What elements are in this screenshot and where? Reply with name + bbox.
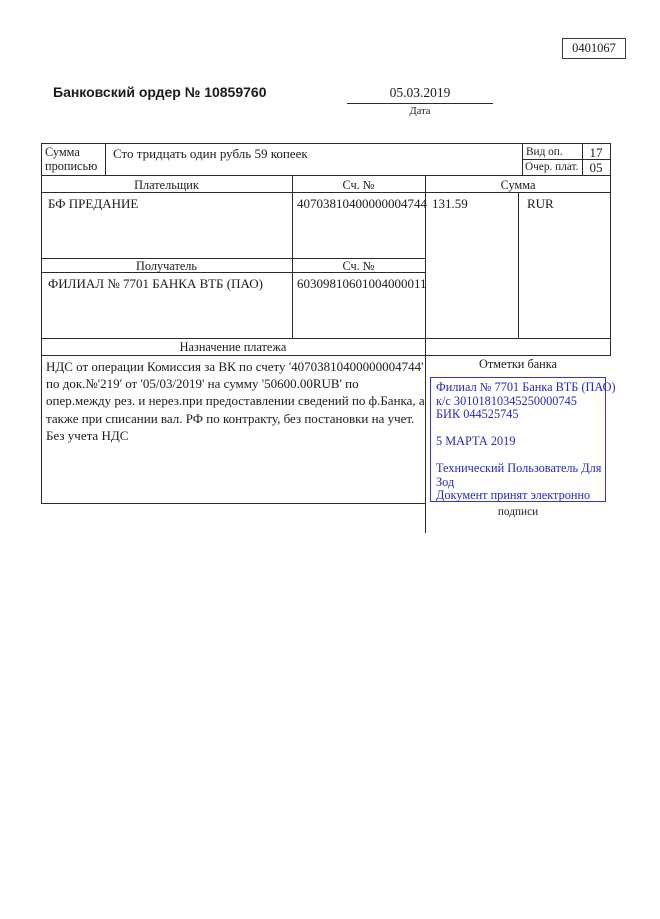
document-title: Банковский ордер № 10859760 — [53, 84, 267, 100]
table-border — [41, 355, 611, 356]
payer-name: БФ ПРЕДАНИЕ — [48, 196, 139, 211]
table-border — [425, 175, 426, 533]
stamp-line — [436, 449, 600, 463]
table-border — [518, 192, 519, 338]
payee-name: ФИЛИАЛ № 7701 БАНКА ВТБ (ПАО) — [48, 276, 263, 291]
stamp-line — [436, 422, 600, 436]
date-label: Дата — [409, 106, 431, 117]
table-border — [41, 503, 425, 504]
op-type-value: 17 — [589, 145, 603, 160]
op-type-label: Вид оп. — [526, 146, 563, 158]
table-border — [105, 143, 106, 175]
currency-value: RUR — [527, 196, 554, 211]
table-border — [610, 143, 611, 355]
table-border — [41, 338, 611, 339]
stamp-line: БИК 044525745 — [436, 407, 519, 421]
table-border — [41, 192, 611, 193]
amount-words-value: Сто тридцать один рубль 59 копеек — [113, 146, 308, 161]
purpose-line: по док.№'219' от '05/03/2019' на сумму '50600.00RUB' по — [46, 376, 359, 392]
amount-header: Сумма — [500, 178, 536, 192]
table-border — [41, 143, 42, 503]
table-border — [41, 143, 611, 144]
date-block — [347, 85, 493, 117]
payee-account-header: Сч. № — [342, 259, 375, 273]
purpose-text — [46, 358, 424, 444]
table-border — [292, 175, 293, 338]
purpose-line: опер.между рез. и нерез.при предоставлении сведений по ф.Банка, а — [46, 393, 425, 409]
date-value: 05.03.2019 — [347, 85, 493, 104]
bank-stamp — [430, 377, 616, 502]
table-border — [522, 143, 523, 175]
bank-marks-header: Отметки банка — [478, 357, 558, 371]
table-border — [41, 175, 611, 176]
stamp-line: Зод — [436, 474, 455, 489]
amount-words-label: Сумма прописью — [45, 145, 98, 173]
purpose-header: Назначение платежа — [179, 340, 287, 354]
payer-account: 40703810400000004744 — [297, 196, 427, 211]
stamp-line: к/с 30101810345250000745 — [436, 393, 577, 408]
purpose-line: также при списании вал. РФ по контракту, без постановки на учет. — [46, 410, 415, 426]
payee-account: 60309810601004000011 — [297, 276, 427, 291]
stamp-line: Филиал № 7701 Банка ВТБ (ПАО) — [436, 380, 616, 394]
payer-header: Плательщик — [134, 178, 199, 192]
payment-priority-value: 05 — [589, 160, 603, 175]
purpose-line: Без учета НДС — [46, 427, 129, 443]
stamp-line: Технический Пользователь Для — [436, 461, 602, 475]
form-code-box — [562, 38, 626, 59]
stamp-line: Документ принят электронно — [436, 488, 591, 502]
stamp-line: 5 МАРТА 2019 — [436, 434, 516, 448]
form-code: 0401067 — [572, 41, 616, 55]
payee-header: Получатель — [135, 259, 198, 273]
purpose-line: НДС от операции Комиссия за ВК по счету '40703810400000004744' — [46, 359, 424, 374]
payer-account-header: Сч. № — [342, 178, 375, 192]
payment-priority-label: Очер. плат. — [525, 161, 579, 173]
signatures-label: подписи — [497, 506, 539, 518]
amount-value: 131.59 — [432, 196, 468, 211]
